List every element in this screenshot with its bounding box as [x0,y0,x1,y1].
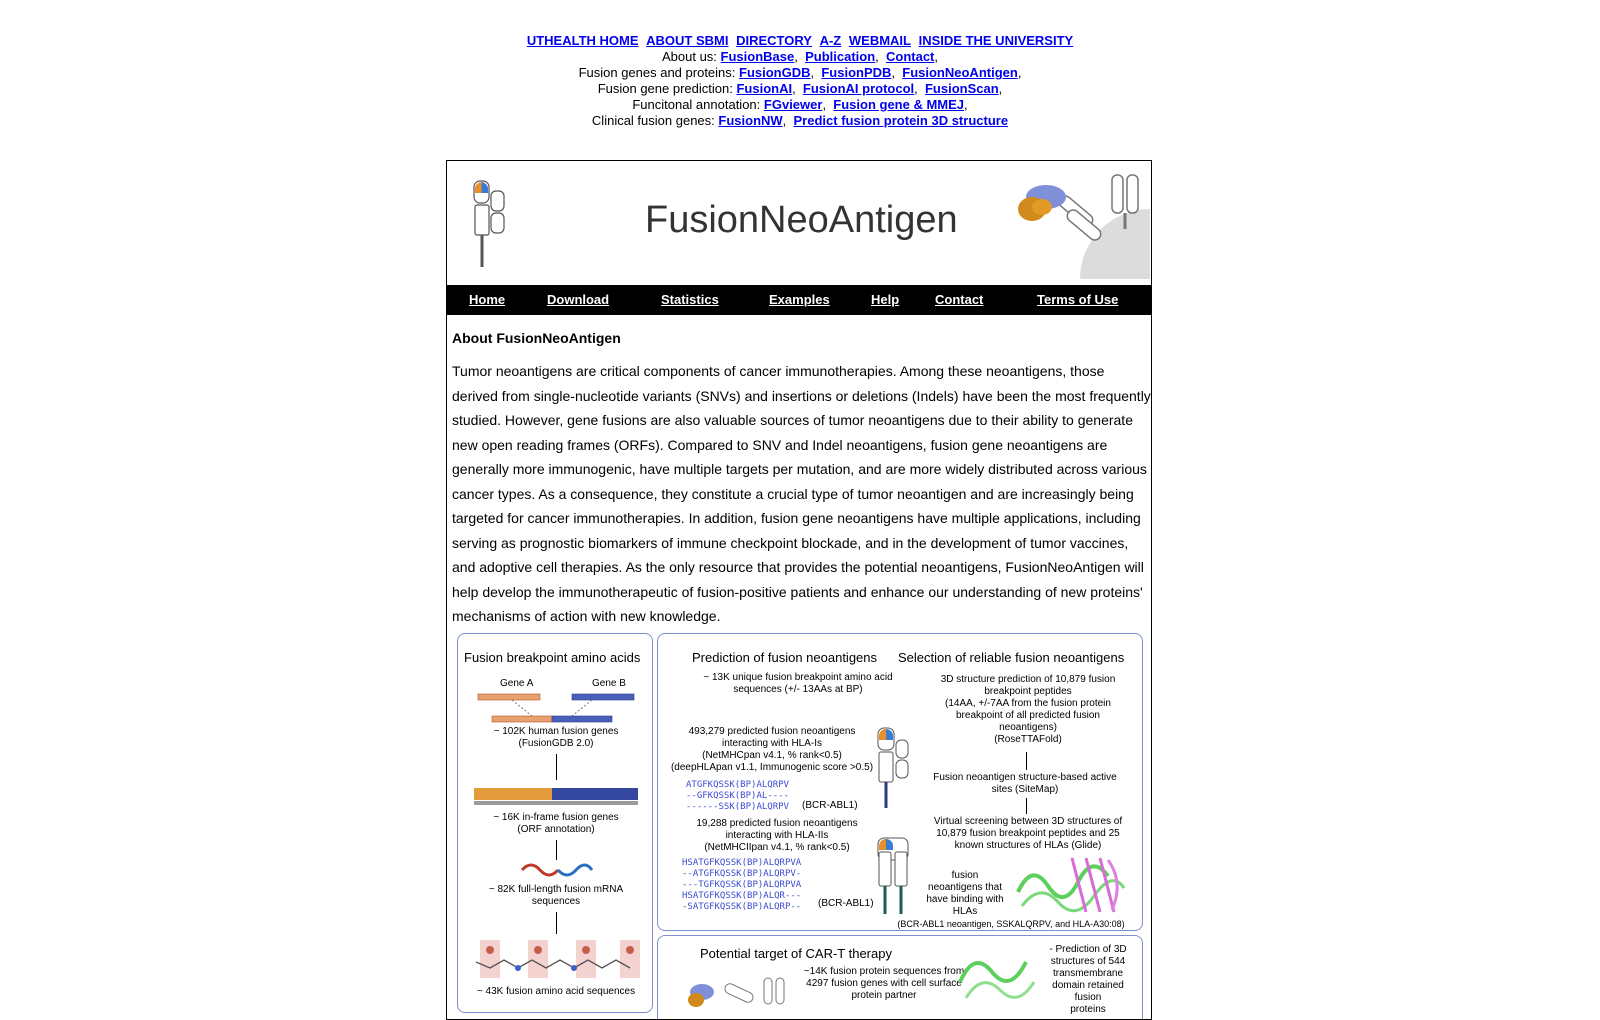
seq1-line3: ------SSK(BP)ALQRPV [686,802,789,812]
panel4-t1: ~14K fusion protein sequences from 4297 fusion genes with cell surface protein partner [803,966,965,1001]
arrow-3 [556,912,557,934]
panel4-t2: - Prediction of 3D structures of 544 transmembrane domain retained fusion proteins [1049,944,1127,1015]
panel2-seqs2 [682,858,801,913]
prediction-label: Fusion gene prediction: [597,81,733,96]
gene-fusion-diagram-icon [472,690,642,724]
link-uthealth-home[interactable]: UTHEALTH HOME [526,33,639,48]
panel3-t2: Fusion neoantigen structure-based active sites (SiteMap) [933,772,1117,795]
seq2-line5: -SATGFKQSSK(BP)ALQRP-- [682,902,802,912]
protein-structure-icon [1012,852,1132,918]
panel-prediction-selection [657,633,1143,931]
panel2-title: Prediction of fusion neoantigens [692,650,878,665]
link-inside-university[interactable]: INSIDE THE UNIVERSITY [918,33,1074,48]
nav-home[interactable]: Home [469,292,506,307]
amino-acid-blocks-icon [474,786,638,806]
nav-statistics[interactable]: Statistics [661,292,719,307]
seq2-line4: HSATGFKQSSK(BP)ALQR--- [682,891,802,901]
arrow-2 [556,840,557,860]
about-heading: About FusionNeoAntigen [452,330,621,346]
transmembrane-protein-icon [952,942,1042,1006]
link-fusionnw[interactable]: FusionNW [718,113,783,128]
link-predict-3d-structure[interactable]: Predict fusion protein 3D structure [793,113,1009,128]
link-fusionscan[interactable]: FusionScan [924,81,999,96]
panel3-caption: (BCR-ABL1 neoantigen, SSKALQRPV, and HLA-A30:08) [897,919,1125,929]
workflow-figure [457,633,1147,1020]
panel3-t1: 3D structure prediction of 10,879 fusion breakpoint peptides (14AA, +/-7AA from the fusion protein breakpoint of all predicted fusion neoantigens) (RoseTTAFold) [940,674,1116,745]
panel4-title: Potential target of CAR-T therapy [700,946,892,961]
seq2-line2: --ATGFKQSSK(BP)ALQRPV- [682,869,802,879]
about-section [452,315,1152,629]
link-publication[interactable]: Publication [805,49,876,64]
site-title: FusionNeoAntigen [645,199,958,241]
link-fusionai[interactable]: FusionAI [736,81,793,96]
link-fusionai-protocol[interactable]: FusionAI protocol [802,81,915,96]
functional-row: Funcitonal annotation: FGviewer, Fusion gene & MMEJ, [632,97,968,112]
panel-breakpoint-amino-acids [457,633,653,1013]
seq2-line3: ---TGFKQSSK(BP)ALQRPVA [682,880,802,890]
top-links [0,33,1600,129]
panel1-title: Fusion breakpoint amino acids [464,650,641,665]
about-us-label: About us: [661,49,717,64]
nav-download[interactable]: Download [547,292,610,307]
main-frame [446,160,1152,1020]
link-fgviewer[interactable]: FGviewer [763,97,823,112]
banner [447,161,1151,285]
about-paragraph: Tumor neoantigens are critical components of cancer immunotherapies. Among these neoantigens, those derived from single-nucleotide variants (SNVs) and insertions or deletions (Indels) have been the most frequently studied. However, gene fusions are also valuable sources of tumor neoantigens due to their ability to generate new open reading frames (ORFs). Compared to SNV and Indel neoantigens, fusion gene neoantigens are generally more immunogenic, have multiple targets per mutation, and are more widely distributed across various cancer types. As a consequence, they constitute a crucial type of tumor neoantigen and are increasingly being targeted for cancer immunotherapies. In addition, fusion gene neoantigens have multiple applications, including serving as prognostic biomarkers of immune checkpoint blockade, and in the development of tumor vaccines, and adoptive cell therapies. As the only resource that provides the potential neoantigens, FusionNeoAntigen will help develop the immunotherapeutic of fusion-positive patients and enhance our understanding of new proteins' mechanisms of action with new knowledge. [452,363,1151,624]
panel2-t3: 19,288 predicted fusion neoantigens interacting with HLA-IIs (NetMHCIIpan v4.1, % rank<0.5) [696,818,858,853]
receptor-logo-icon [471,179,507,269]
arrow-5 [1026,798,1027,814]
panel3-t3: Virtual screening between 3D structures of 10,879 fusion breakpoint peptides and 25 known structures of HLAs (Glide) [933,816,1123,851]
functional-label: Funcitonal annotation: [632,97,761,112]
gene-b-label: Gene B [592,678,626,689]
mrna-wave-icon [520,860,594,880]
panel2-seqs1 [686,780,789,813]
link-fusionpdb[interactable]: FusionPDB [821,65,892,80]
panel2-t1: ~ 13K unique fusion breakpoint amino acid sequences (+/- 13AAs at BP) [703,672,893,695]
panel2-t2: 493,279 predicted fusion neoantigens interacting with HLA-Is (NetMHCpan v4.1, % rank<0.5) (deepHLApan v1.1, Immunogenic score >0.5) [670,726,874,773]
link-about-sbmi[interactable]: ABOUT SBMI [646,33,729,48]
panel2-bcr1: (BCR-ABL1) [802,800,858,811]
nav-terms-of-use[interactable]: Terms of Use [1037,292,1119,307]
main-nav [447,285,1151,315]
arrow-4 [1026,752,1027,770]
car-t-cell-icon [684,976,804,1016]
panel1-step2: ~ 16K in-frame fusion genes (ORF annotation) [493,812,619,835]
nav-examples[interactable]: Examples [769,292,830,307]
link-fusion-gene-mmej[interactable]: Fusion gene & MMEJ [833,97,965,112]
about-us-row: About us: FusionBase, Publication, Contact, [661,49,938,64]
panel3-t4: fusion neoantigens that have binding with HLAs [926,870,1004,917]
prediction-row: Fusion gene prediction: FusionAI, FusionAI protocol, FusionScan, [597,81,1003,96]
link-webmail[interactable]: WEBMAIL [848,33,911,48]
clinical-row: Clinical fusion genes: FusionNW, Predict fusion protein 3D structure [591,113,1009,128]
link-fusionneoantigen[interactable]: FusionNeoAntigen [902,65,1018,80]
panel1-step3: ~ 82K full-length fusion mRNA sequences [488,884,624,907]
link-directory[interactable]: DIRECTORY [736,33,812,48]
university-links [0,33,1600,49]
nav-contact[interactable]: Contact [935,292,984,307]
link-fusionbase[interactable]: FusionBase [720,49,795,64]
gene-a-label: Gene A [500,678,534,689]
panel-car-t [657,935,1143,1020]
seq1-line1: ATGFKQSSK(BP)ALQRPV [686,780,789,790]
panel2-bcr2: (BCR-ABL1) [818,898,874,909]
link-fusiongdb[interactable]: FusionGDB [739,65,811,80]
panel1-step1: ~ 102K human fusion genes (FusionGDB 2.0) [493,726,619,749]
peptide-chain-icon [472,938,642,980]
link-contact-top[interactable]: Contact [885,49,935,64]
panel3-title: Selection of reliable fusion neoantigens [898,650,1125,665]
genes-row: Fusion genes and proteins: FusionGDB, FusionPDB, FusionNeoAntigen, [578,65,1022,80]
hla-molecules-icon [876,726,910,916]
tcell-hla-illustration-icon [1012,169,1150,279]
arrow-1 [556,754,557,780]
nav-help[interactable]: Help [871,292,900,307]
seq1-line2: --GFKQSSK(BP)AL---- [686,791,789,801]
panel1-step4: ~ 43K fusion amino acid sequences [476,986,636,997]
genes-label: Fusion genes and proteins: [578,65,736,80]
link-a-z[interactable]: A-Z [819,33,842,48]
clinical-label: Clinical fusion genes: [591,113,715,128]
seq2-line1: HSATGFKQSSK(BP)ALQRPVA [682,858,802,868]
